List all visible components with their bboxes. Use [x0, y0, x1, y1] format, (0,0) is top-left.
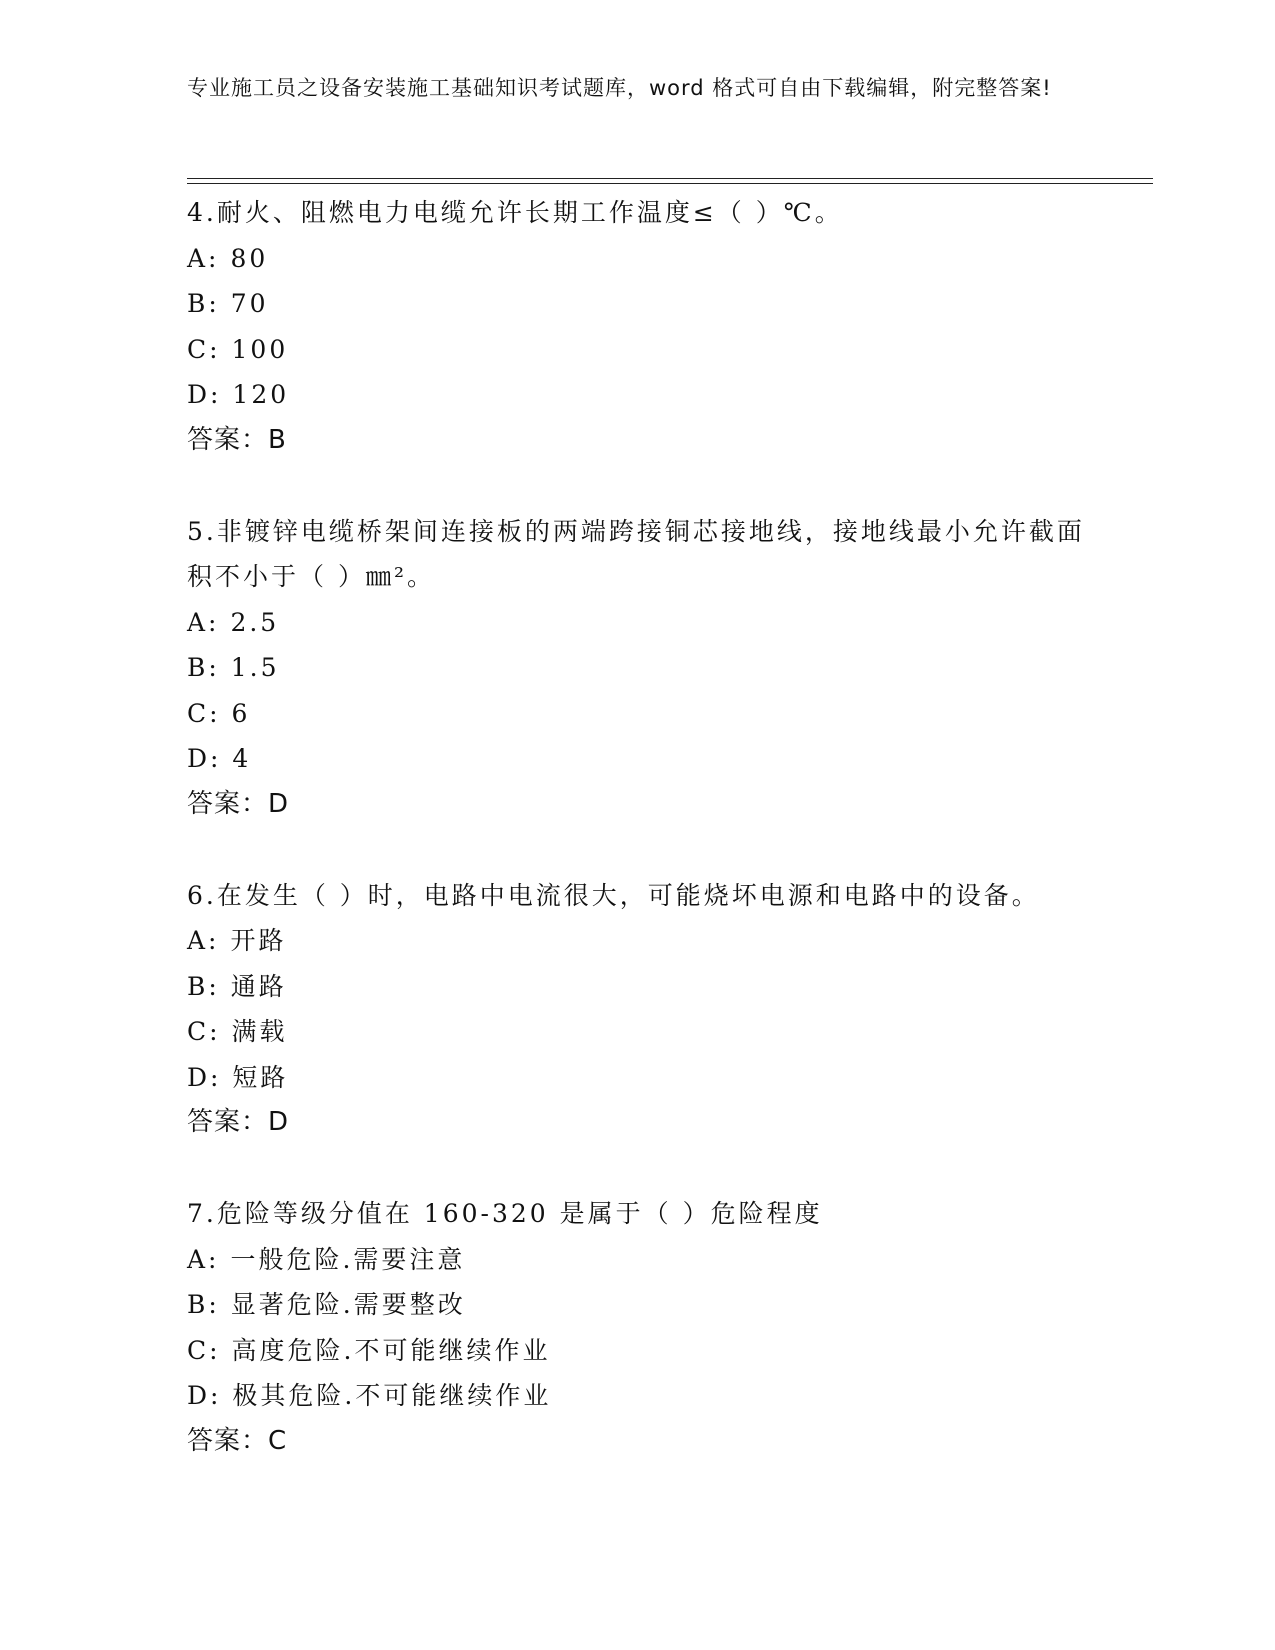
option-key: C: — [187, 1335, 221, 1365]
option-key: B: — [187, 971, 220, 1001]
option-text: 1.5 — [230, 653, 280, 682]
option-text: 2.5 — [230, 607, 280, 637]
option-text: 显著危险.需要整改 — [230, 1290, 466, 1319]
option-c — [187, 1009, 1087, 1055]
option-key: D: — [187, 1062, 222, 1092]
option-d — [187, 736, 1087, 782]
option-key: A: — [187, 926, 220, 955]
option-text: 开路 — [230, 926, 287, 955]
question-stem: 4.耐火、阻燃电力电缆允许长期工作温度≤（ ）℃。 — [187, 198, 843, 227]
option-d — [187, 1373, 1087, 1419]
question-list — [187, 190, 1087, 1510]
option-key: D: — [187, 1381, 222, 1410]
option-b — [187, 964, 1087, 1010]
option-b — [187, 645, 1087, 691]
option-key: C: — [187, 698, 221, 728]
question-6 — [187, 873, 1087, 1146]
option-key: A: — [187, 607, 220, 637]
question-7 — [187, 1191, 1087, 1464]
answer-line: 答案：C — [187, 1425, 288, 1456]
option-key: B: — [187, 1290, 220, 1319]
option-key: D: — [187, 380, 222, 409]
option-text: 6 — [231, 698, 251, 728]
header-text: 专业施工员之设备安装施工基础知识考试题库，word 格式可自由下载编辑，附完整答案! — [187, 76, 1052, 100]
option-key: A: — [187, 1244, 220, 1274]
answer-line: 答案：B — [187, 424, 287, 455]
option-a — [187, 600, 1087, 646]
question-5 — [187, 509, 1087, 827]
option-text: 一般危险.需要注意 — [230, 1244, 466, 1274]
header-divider-bottom — [187, 183, 1153, 184]
question-stem: 6.在发生（ ）时，电路中电流很大，可能烧坏电源和电路中的设备。 — [187, 880, 1040, 910]
question-4 — [187, 190, 1087, 463]
question-stem: 5.非镀锌电缆桥架间连接板的两端跨接铜芯接地线，接地线最小允许截面积不小于（ ）㎜²。 — [187, 516, 1085, 591]
option-c — [187, 691, 1087, 737]
option-c — [187, 1328, 1087, 1374]
option-b — [187, 281, 1087, 327]
option-text: 满载 — [231, 1017, 288, 1046]
option-text: 120 — [232, 380, 290, 409]
answer-line: 答案：D — [187, 788, 290, 819]
option-key: A: — [187, 243, 220, 273]
option-c — [187, 327, 1087, 373]
option-text: 短路 — [232, 1062, 289, 1092]
option-text: 70 — [230, 289, 269, 318]
option-d — [187, 372, 1087, 418]
document-header — [187, 73, 1067, 104]
option-key: B: — [187, 289, 220, 318]
question-stem: 7.危险等级分值在 160-320 是属于（ ）危险程度 — [187, 1199, 823, 1228]
option-key: C: — [187, 334, 221, 364]
option-a — [187, 918, 1087, 964]
option-key: B: — [187, 653, 220, 682]
header-divider-top — [187, 178, 1153, 179]
option-a — [187, 236, 1087, 282]
option-text: 4 — [232, 744, 252, 773]
option-text: 极其危险.不可能继续作业 — [232, 1381, 552, 1410]
option-key: C: — [187, 1017, 221, 1046]
option-text: 100 — [231, 334, 289, 364]
option-text: 高度危险.不可能继续作业 — [231, 1335, 551, 1365]
answer-line: 答案：D — [187, 1107, 290, 1137]
option-text: 通路 — [230, 971, 287, 1001]
option-key: D: — [187, 744, 222, 773]
option-b — [187, 1282, 1087, 1328]
option-a — [187, 1237, 1087, 1283]
option-text: 80 — [230, 243, 269, 273]
option-d — [187, 1055, 1087, 1101]
